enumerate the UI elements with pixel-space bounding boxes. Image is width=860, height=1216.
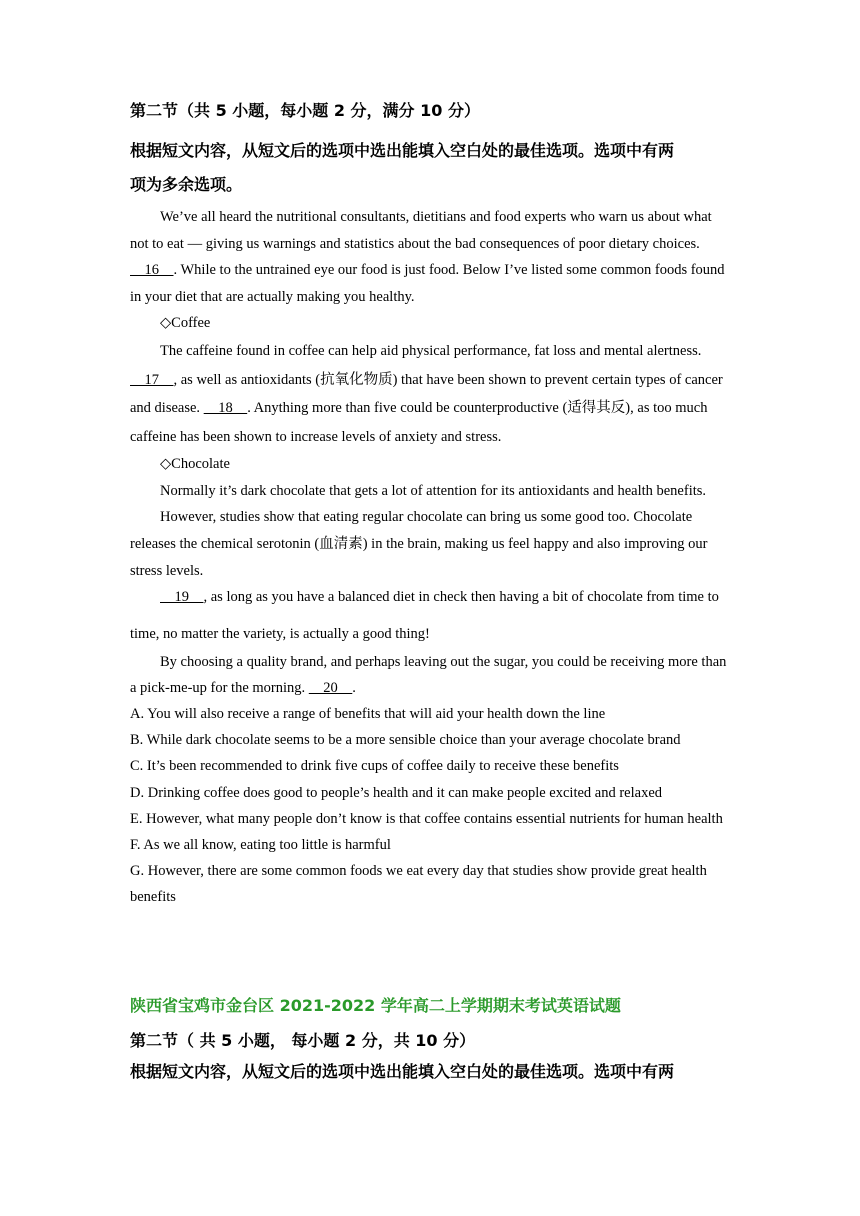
option-e: E. However, what many people don’t know is that coffee contains essential nutrients for human health: [130, 810, 723, 827]
source-title: 陕西省宝鸡市金台区 2021-2022 学年高二上学期期末考试英语试题: [130, 996, 621, 1015]
blank-17: 17: [130, 371, 174, 388]
options-list: [130, 701, 730, 911]
option-b: B. While dark chocolate seems to be a more sensible choice than your average chocolate brand: [130, 732, 681, 749]
option-d: D. Drinking coffee does good to people’s health and it can make people excited and relaxed: [130, 784, 663, 801]
next-instruction: 根据短文内容，从短文后的选项中选出能填入空白处的最佳选项。选项中有两: [130, 1062, 675, 1081]
blank-20: 20: [308, 680, 353, 696]
chocolate-heading: ◇Chocolate: [160, 456, 230, 472]
option-c: C. It’s been recommended to drink five cups of coffee daily to receive these benefits: [130, 758, 619, 775]
option-a: A. You will also receive a range of benefits that will aid your health down the line: [130, 706, 606, 722]
option-g: G. However, there are some common foods we eat every day that studies show provide great health benefits: [130, 863, 707, 906]
instruction-line-1: 根据短文内容，从短文后的选项中选出能填入空白处的最佳选项。选项中有两: [130, 141, 675, 160]
blank-19: 19: [160, 589, 204, 605]
section-heading: 第二节（共 5 小题，每小题 2 分，满分 10 分）: [130, 101, 480, 120]
paragraph-5: 19 , as long as you have a balanced diet in check then having a bit of chocolate from time to time, no matter the variety, is actually a good thing!: [130, 589, 719, 642]
paragraph-4: However, studies show that eating regular chocolate can bring us some good too. Chocolate releases the chemical serotonin (血清素) in the brain, making us feel happy and also improving our stress levels.: [130, 509, 708, 579]
option-f: F. As we all know, eating too little is harmful: [130, 837, 391, 854]
instruction-line-2: 项为多余选项。: [130, 175, 243, 194]
paragraph-6: By choosing a quality brand, and perhaps leaving out the sugar, you could be receiving more than a pick-me-up for the morning. 20 .: [130, 654, 727, 696]
next-section-heading: 第二节（ 共 5 小题， 每小题 2 分，共 10 分）: [130, 1031, 476, 1050]
document-page: [130, 100, 730, 1081]
coffee-heading: ◇Coffee: [160, 315, 211, 331]
paragraph-1: We’ve all heard the nutritional consultants, dietitians and food experts who warn us about what not to eat — giving us warnings and statistics about the bad consequences of poor dietary choices. 16 . While to the untrained eye our food is just food. Below I’ve listed some common foods found in your diet that are actually making you healthy.: [130, 209, 725, 305]
blank-18: 18: [203, 400, 248, 416]
paragraph-2: The caffeine found in coffee can help aid physical performance, fat loss and mental alertness. 17 , as well as antioxidants (抗氧化物质) that have been shown to prevent certain types of cancer and disease. 18 . Anything more than five could be counterproductive (适得其反), as too much caffeine has been shown to increase levels of anxiety and stress.: [130, 343, 723, 445]
blank-16: 16: [130, 262, 174, 278]
paragraph-3: Normally it’s dark chocolate that gets a lot of attention for its antioxidants and health benefits.: [160, 483, 707, 499]
